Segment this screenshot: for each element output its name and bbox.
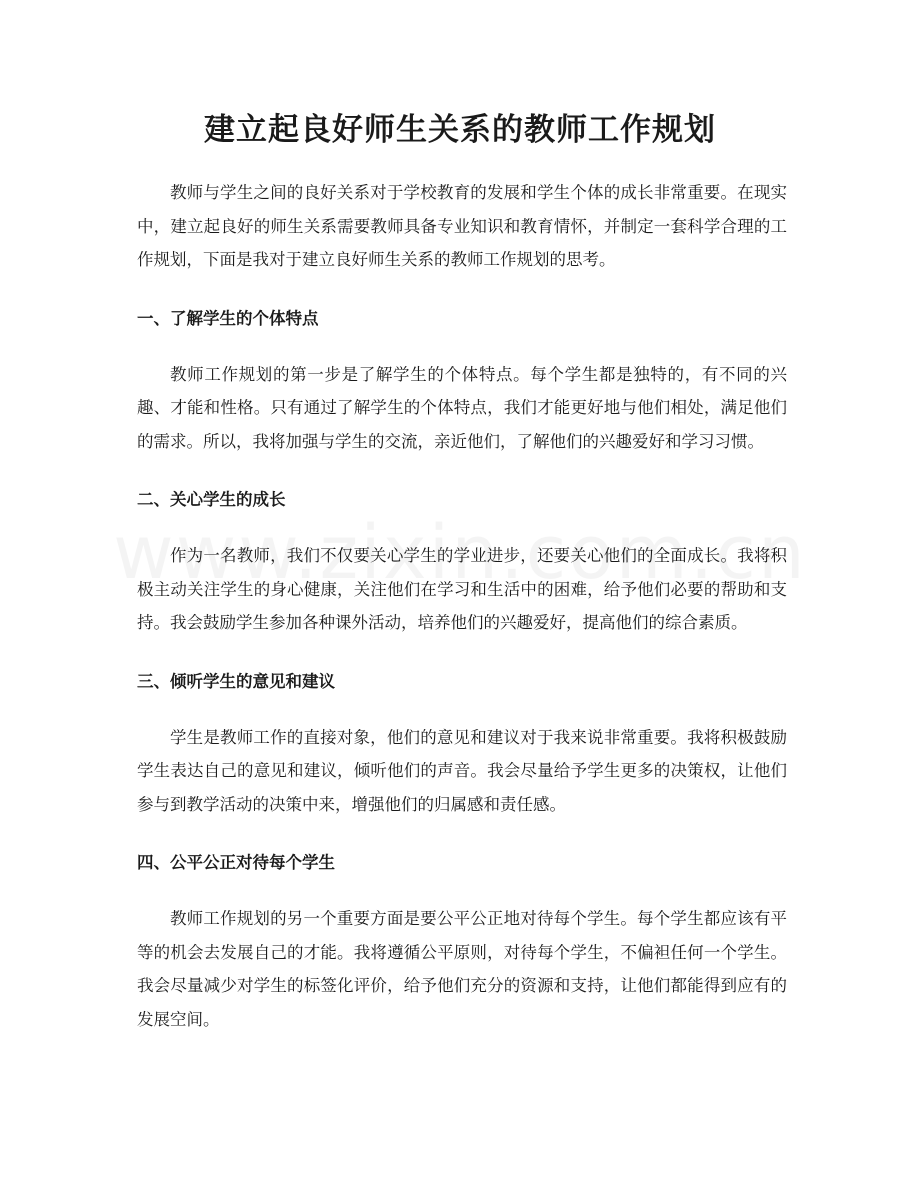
section-heading-1: 一、了解学生的个体特点 bbox=[137, 308, 319, 328]
section-paragraph-2: 作为一名教师，我们不仅要关心学生的学业进步，还要关心他们的全面成长。我将积极主动关注学生的身心健康，关注他们在学习和生活中的困难，给予他们必要的帮助和支持。我会鼓励学生参加各种课外活动，培养他们的兴趣爱好，提高他们的综合素质。 bbox=[137, 546, 787, 632]
section-paragraph-4: 教师工作规划的另一个重要方面是要公平公正地对待每个学生。每个学生都应该有平等的机会去发展自己的才能。我将遵循公平原则，对待每个学生，不偏袒任何一个学生。我会尽量减少对学生的标签化评价，给予他们充分的资源和支持，让他们都能得到应有的发展空间。 bbox=[137, 909, 787, 1029]
intro-paragraph: 教师与学生之间的良好关系对于学校教育的发展和学生个体的成长非常重要。在现实中，建立起良好的师生关系需要教师具备专业知识和教育情怀，并制定一套科学合理的工作规划，下面是我对于建立良好师生关系的教师工作规划的思考。 bbox=[137, 183, 787, 269]
document-title: 建立起良好师生关系的教师工作规划 bbox=[204, 112, 716, 148]
section-heading-2: 二、关心学生的成长 bbox=[137, 490, 286, 509]
section-heading-4: 四、公平公正对待每个学生 bbox=[137, 853, 335, 872]
section-paragraph-1: 教师工作规划的第一步是了解学生的个体特点。每个学生都是独特的，有不同的兴趣、才能和性格。只有通过了解学生的个体特点，我们才能更好地与他们相处，满足他们的需求。所以，我将加强与学生的交流，亲近他们，了解他们的兴趣爱好和学习习惯。 bbox=[137, 364, 787, 451]
section-heading-3: 三、倾听学生的意见和建议 bbox=[137, 671, 335, 691]
document-body bbox=[137, 176, 787, 1036]
section-paragraph-3: 学生是教师工作的直接对象，他们的意见和建议对于我来说非常重要。我将积极鼓励学生表达自己的意见和建议，倾听他们的声音。我会尽量给予学生更多的决策权，让他们参与到教学活动的决策中来，增强他们的归属感和责任感。 bbox=[137, 727, 787, 814]
